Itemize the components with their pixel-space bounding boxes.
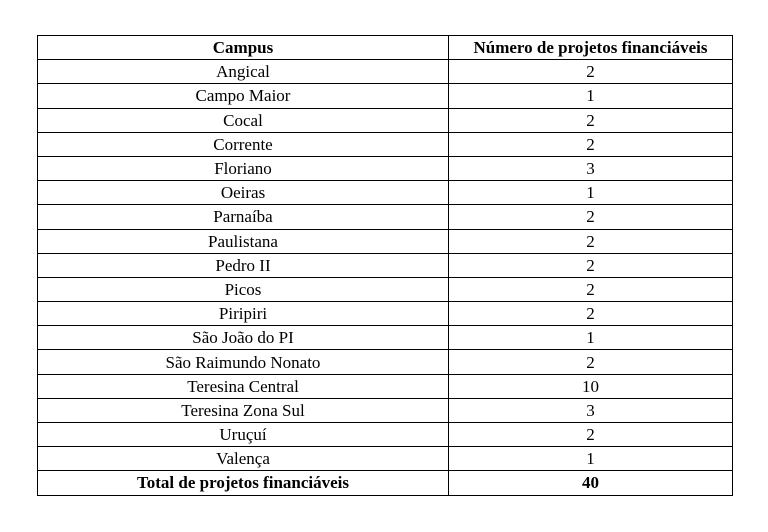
campus-cell: Uruçuí bbox=[38, 423, 449, 447]
number-cell: 1 bbox=[449, 181, 733, 205]
table-row bbox=[38, 181, 733, 205]
table-row bbox=[38, 229, 733, 253]
number-cell: 2 bbox=[449, 108, 733, 132]
table-row bbox=[38, 277, 733, 301]
campus-cell: Teresina Zona Sul bbox=[38, 398, 449, 422]
table-row bbox=[38, 60, 733, 84]
number-cell: 2 bbox=[449, 302, 733, 326]
number-cell: 2 bbox=[449, 277, 733, 301]
number-cell: 3 bbox=[449, 156, 733, 180]
table-row bbox=[38, 302, 733, 326]
table-row bbox=[38, 398, 733, 422]
campus-cell: Teresina Central bbox=[38, 374, 449, 398]
table-row bbox=[38, 326, 733, 350]
table-row bbox=[38, 108, 733, 132]
campus-cell: São João do PI bbox=[38, 326, 449, 350]
number-cell: 2 bbox=[449, 423, 733, 447]
total-row bbox=[38, 471, 733, 495]
campus-cell: Oeiras bbox=[38, 181, 449, 205]
campus-cell: Valença bbox=[38, 447, 449, 471]
total-label-cell: Total de projetos financiáveis bbox=[38, 471, 449, 495]
campus-cell: Campo Maior bbox=[38, 84, 449, 108]
header-number-of-projects: Número de projetos financiáveis bbox=[449, 36, 733, 60]
header-campus: Campus bbox=[38, 36, 449, 60]
campus-cell: Pedro II bbox=[38, 253, 449, 277]
campus-cell: Picos bbox=[38, 277, 449, 301]
table-row bbox=[38, 156, 733, 180]
number-cell: 2 bbox=[449, 205, 733, 229]
campus-cell: Parnaíba bbox=[38, 205, 449, 229]
campus-cell: Paulistana bbox=[38, 229, 449, 253]
number-cell: 1 bbox=[449, 84, 733, 108]
number-cell: 2 bbox=[449, 60, 733, 84]
table-row bbox=[38, 423, 733, 447]
number-cell: 2 bbox=[449, 132, 733, 156]
number-cell: 10 bbox=[449, 374, 733, 398]
campus-cell: Floriano bbox=[38, 156, 449, 180]
table-row bbox=[38, 84, 733, 108]
table-row bbox=[38, 205, 733, 229]
campus-cell: Piripiri bbox=[38, 302, 449, 326]
number-cell: 2 bbox=[449, 229, 733, 253]
number-cell: 3 bbox=[449, 398, 733, 422]
table-header-row bbox=[38, 36, 733, 60]
campus-projects-table bbox=[37, 35, 733, 496]
table-row bbox=[38, 253, 733, 277]
number-cell: 2 bbox=[449, 350, 733, 374]
number-cell: 1 bbox=[449, 326, 733, 350]
campus-cell: Corrente bbox=[38, 132, 449, 156]
campus-cell: Cocal bbox=[38, 108, 449, 132]
campus-cell: Angical bbox=[38, 60, 449, 84]
campus-cell: São Raimundo Nonato bbox=[38, 350, 449, 374]
table-row bbox=[38, 447, 733, 471]
table-row bbox=[38, 132, 733, 156]
number-cell: 2 bbox=[449, 253, 733, 277]
number-cell: 1 bbox=[449, 447, 733, 471]
total-number-cell: 40 bbox=[449, 471, 733, 495]
table-row bbox=[38, 374, 733, 398]
table-row bbox=[38, 350, 733, 374]
